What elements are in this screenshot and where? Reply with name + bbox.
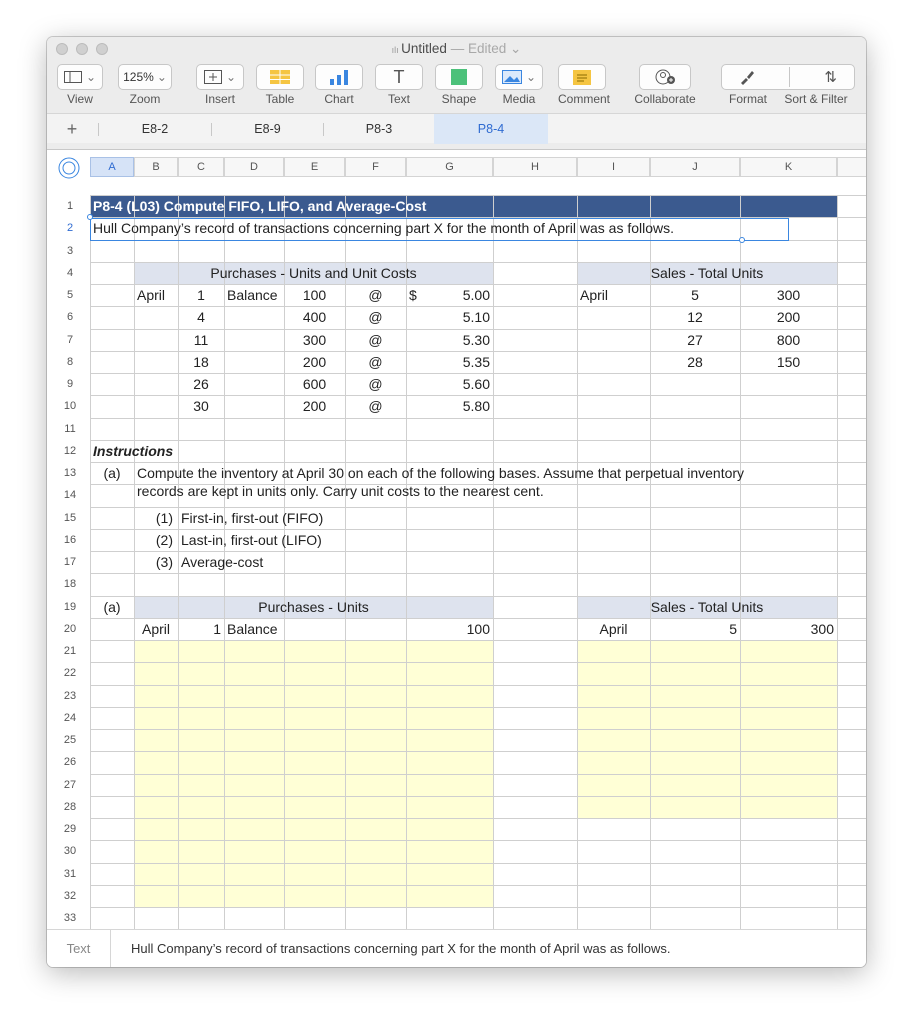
intro-text-box[interactable]: Hull Company’s record of transactions concerning part X for the month of April was as follows. — [93, 220, 675, 237]
text-button[interactable] — [375, 64, 423, 90]
purchase-units: 100 — [302, 287, 327, 303]
row-header-8[interactable]: 8 — [66, 355, 74, 368]
row-header-7[interactable]: 7 — [66, 333, 74, 346]
table-icon — [270, 70, 290, 84]
table-label: Table — [265, 92, 295, 106]
method-text: Last-in, first-out (LIFO) — [181, 531, 322, 548]
tab-e8-2[interactable]: E8-2 — [141, 122, 169, 136]
row-header-31[interactable]: 31 — [63, 867, 77, 880]
grid-col-line — [650, 195, 651, 929]
row-header-11[interactable]: 11 — [64, 422, 76, 435]
purchase-units: 300 — [302, 331, 327, 348]
table-button[interactable] — [256, 64, 304, 90]
shape-label: Shape — [441, 92, 477, 106]
sale-day: 12 — [687, 309, 703, 326]
answer-purchase-day: 1 — [213, 620, 221, 637]
resize-handle[interactable] — [739, 237, 745, 243]
row-header-25[interactable]: 25 — [63, 734, 77, 746]
selection-outline[interactable] — [90, 218, 789, 240]
purchase-day: 4 — [197, 309, 205, 326]
answer-purchase-month: April — [141, 620, 170, 637]
add-sheet-button[interactable]: + — [66, 119, 78, 139]
grid-col-line — [837, 195, 838, 929]
column-header-j[interactable]: J — [650, 157, 740, 177]
column-header-a[interactable]: A — [90, 157, 134, 177]
method-text: First-in, first-out (FIFO) — [181, 509, 324, 526]
grid-col-line — [134, 195, 135, 929]
purchase-unit-cost: 5.60 — [462, 376, 490, 392]
method-text: Average-cost — [181, 554, 264, 570]
paintbrush-icon[interactable] — [739, 69, 755, 85]
sale-units: 800 — [776, 331, 801, 348]
formula-bar-content[interactable]: Hull Company’s record of transactions concerning part X for the month of April was as follows. — [131, 941, 671, 956]
grid-row-line — [90, 907, 866, 908]
spreadsheet-grid — [47, 151, 866, 929]
collaborate-icon — [654, 69, 676, 85]
sales-header: Sales - Total Units — [650, 264, 764, 281]
column-header-blank — [837, 157, 866, 177]
chart-label: Chart — [324, 92, 354, 106]
media-button[interactable] — [495, 64, 543, 90]
grid-row-line — [90, 796, 866, 797]
sort-filter-label: Sort & Filter — [784, 92, 848, 106]
column-header-b[interactable]: B — [134, 157, 178, 177]
grid-row-line — [90, 573, 866, 574]
view-button[interactable] — [57, 64, 103, 90]
grid-row-line — [90, 885, 866, 886]
row-header-23[interactable]: 23 — [63, 689, 77, 702]
sales-units-header: Sales - Total Units — [650, 598, 764, 615]
grid-col-line — [178, 195, 179, 929]
row-header-9[interactable]: 9 — [66, 378, 74, 390]
row-header-5[interactable]: 5 — [66, 289, 74, 301]
column-header-g[interactable]: G — [406, 157, 493, 177]
insert-icon — [204, 70, 222, 84]
sale-units: 200 — [776, 309, 801, 326]
grid-row-line — [90, 640, 866, 641]
row-header-13[interactable]: 13 — [63, 467, 77, 479]
grid-row-line — [90, 418, 866, 419]
collaborate-label: Collaborate — [634, 92, 696, 106]
row-header-16[interactable]: 16 — [63, 533, 77, 546]
grid-col-line — [577, 195, 578, 929]
row-header-29[interactable]: 29 — [63, 823, 77, 835]
sidebar-view-icon — [64, 71, 82, 83]
purchases-header: Purchases - Units and Unit Costs — [210, 264, 417, 281]
method-number: (1) — [155, 509, 173, 526]
comment-label: Comment — [558, 92, 611, 106]
purchase-month: April — [137, 287, 166, 303]
purchase-units: 200 — [302, 353, 327, 370]
row-header-24[interactable]: 24 — [63, 711, 77, 724]
text-label: Text — [387, 92, 410, 106]
chevron-down-icon: ⌄ — [85, 70, 97, 84]
comment-icon — [573, 70, 591, 85]
sale-day: 27 — [687, 331, 703, 348]
purchase-day: 1 — [197, 287, 205, 303]
format-label: Format — [728, 92, 767, 106]
row-header-21[interactable]: 21 — [63, 645, 77, 657]
answer-sale-month: April — [599, 620, 628, 637]
shape-button[interactable] — [435, 64, 483, 90]
grid-row-line — [90, 863, 866, 864]
at-sign: @ — [368, 376, 383, 392]
format-sort-group[interactable] — [721, 64, 855, 90]
sale-units: 300 — [776, 287, 801, 303]
zoom-label: Zoom — [129, 92, 161, 106]
sales-month: April — [580, 287, 609, 303]
toolbar-area — [47, 37, 866, 150]
grid-row-line — [90, 662, 866, 663]
purchase-units: 200 — [302, 398, 327, 415]
row-header-10[interactable]: 10 — [63, 400, 77, 413]
column-header-c[interactable]: C — [178, 157, 224, 177]
purchase-unit-cost: 5.00 — [462, 287, 490, 303]
window-title: ılı Untitled — Edited ⌄ — [391, 41, 522, 56]
at-sign: @ — [368, 353, 383, 370]
at-sign: @ — [368, 309, 383, 326]
column-header-i[interactable]: I — [577, 157, 650, 177]
grid-col-line — [406, 195, 407, 929]
dollar-sign: $ — [409, 287, 417, 303]
media-icon — [502, 70, 522, 84]
sale-units: 150 — [776, 353, 801, 370]
section-a-label: (a) — [103, 598, 121, 615]
grid-col-line — [90, 195, 91, 929]
text-icon: T — [393, 66, 405, 87]
row-header-15[interactable]: 15 — [63, 511, 77, 524]
row-header-18[interactable]: 18 — [63, 578, 77, 591]
collaborate-button[interactable] — [639, 64, 691, 90]
row-header-28[interactable]: 28 — [63, 800, 77, 813]
answer-sale-day: 5 — [729, 620, 737, 637]
sheet-title: P8-4 (L03) Compute FIFO, LIFO, and Average-Cost — [93, 198, 427, 214]
column-header-d[interactable]: D — [224, 157, 284, 177]
grid-row-line — [90, 818, 866, 819]
purchase-units: 400 — [302, 309, 327, 326]
grid-row-line — [90, 707, 866, 708]
method-number: (2) — [155, 531, 173, 548]
at-sign: @ — [368, 398, 383, 415]
column-header-e[interactable]: E — [284, 157, 345, 177]
method-number: (3) — [155, 554, 173, 570]
row-header-3[interactable]: 3 — [66, 244, 74, 257]
chevron-down-icon[interactable]: ⌄ — [510, 41, 522, 56]
row-header-4[interactable]: 4 — [66, 266, 74, 279]
row-header-22[interactable]: 22 — [63, 667, 77, 680]
purchase-day: 18 — [193, 353, 209, 370]
grid-row-line — [90, 729, 866, 730]
purchases-units-header: Purchases - Units — [258, 598, 369, 615]
shape-icon — [451, 69, 467, 85]
sale-day: 28 — [687, 353, 703, 370]
grid-row-line — [90, 774, 866, 775]
at-sign: @ — [368, 287, 383, 303]
row-header-12[interactable]: 12 — [63, 444, 77, 457]
row-header-33[interactable]: 33 — [63, 912, 77, 924]
balance-label: Balance — [227, 287, 278, 303]
row-header-30[interactable]: 30 — [63, 845, 77, 858]
grid-row-line — [90, 840, 866, 841]
instruction-line-2: records are kept in units only. Carry unit costs to the nearest cent. — [137, 483, 544, 500]
column-header-f[interactable]: F — [345, 157, 406, 177]
row-header-17[interactable]: 17 — [63, 556, 77, 568]
instruction-line-1: Compute the inventory at April 30 on each of the following bases. Assume that perpetual inventory — [137, 465, 745, 481]
purchase-units: 600 — [302, 376, 327, 392]
cell-type-label: Text — [47, 930, 111, 967]
row-header-27[interactable]: 27 — [63, 778, 77, 791]
purchase-unit-cost: 5.30 — [462, 331, 490, 348]
row-header-19[interactable]: 19 — [63, 600, 77, 613]
instructions-heading: Instructions — [93, 442, 174, 459]
grid-col-line — [740, 195, 741, 929]
chevron-down-icon: ⌄ — [225, 70, 237, 84]
grid-col-line — [493, 195, 494, 929]
column-header-h[interactable]: H — [493, 157, 577, 177]
purchase-unit-cost: 5.35 — [462, 353, 490, 370]
row-header-14[interactable]: 14 — [63, 489, 77, 502]
purchase-day: 11 — [193, 331, 209, 348]
row-header-6[interactable]: 6 — [66, 311, 74, 324]
insert-button[interactable] — [196, 64, 244, 90]
row-header-32[interactable]: 32 — [63, 889, 77, 902]
sale-day: 5 — [691, 287, 699, 303]
purchase-day: 26 — [193, 376, 209, 392]
view-label: View — [67, 92, 93, 106]
format-bar — [47, 929, 866, 967]
select-all-icon[interactable] — [58, 157, 80, 179]
document-icon: ılı — [391, 45, 402, 55]
chart-button[interactable] — [315, 64, 363, 90]
app-window — [47, 37, 866, 967]
answer-sale-units: 300 — [810, 620, 834, 637]
column-header-k[interactable]: K — [740, 157, 837, 177]
at-sign: @ — [368, 331, 383, 348]
chart-icon — [329, 69, 349, 85]
comment-button[interactable] — [558, 64, 606, 90]
tab-e8-9[interactable]: E8-9 — [254, 122, 281, 136]
grid-row-line — [90, 751, 866, 752]
purchase-unit-cost: 5.10 — [462, 309, 490, 326]
chevron-down-icon: ⌄ — [525, 70, 537, 84]
purchase-day: 30 — [193, 398, 209, 415]
tab-p8-4[interactable]: P8-4 — [434, 114, 548, 144]
insert-label: Insert — [204, 92, 235, 106]
answer-balance-label: Balance — [227, 620, 278, 637]
row-header-20[interactable]: 20 — [63, 622, 77, 635]
chevron-down-icon: ⌄ — [156, 70, 167, 84]
tab-p8-3[interactable]: P8-3 — [365, 122, 393, 136]
row-header-1[interactable]: 1 — [66, 200, 74, 212]
media-label: Media — [502, 92, 536, 106]
zoom-select[interactable]: 125% ⌄ — [118, 64, 172, 90]
sheet-tabs — [47, 113, 866, 143]
row-header-26[interactable]: 26 — [63, 756, 77, 769]
row-header-2[interactable]: 2 — [66, 222, 74, 235]
part-a-label: (a) — [103, 465, 121, 481]
grid-row-line — [90, 685, 866, 686]
answer-purchase-units: 100 — [466, 620, 490, 637]
sort-icon[interactable]: ⇅ — [824, 69, 837, 86]
purchase-unit-cost: 5.80 — [462, 398, 490, 415]
